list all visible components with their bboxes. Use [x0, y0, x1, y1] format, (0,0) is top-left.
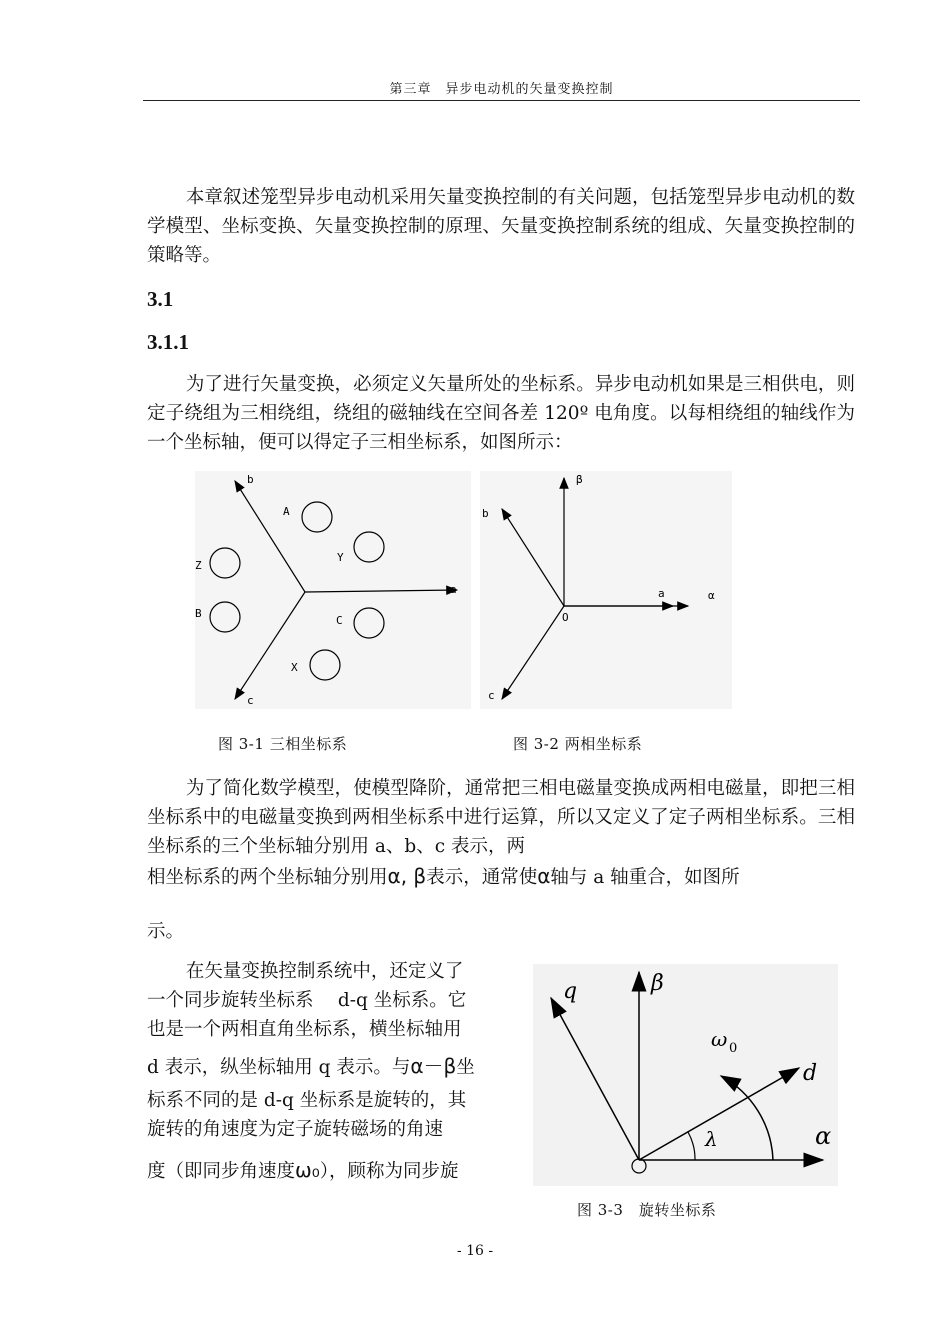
winding-Y	[354, 532, 384, 562]
label-a: a	[450, 583, 457, 596]
svg-text:ω: ω	[711, 1027, 728, 1051]
angle-arc	[688, 1132, 695, 1160]
figure-three-phase-coords	[195, 471, 471, 709]
axis-q	[551, 998, 639, 1160]
section-heading-3-1-1: 3.1.1	[147, 330, 189, 354]
svg-text:O: O	[562, 611, 569, 624]
svg-text:Z: Z	[195, 559, 202, 572]
two-phase-paragraph-line: 相坐标系的两个坐标轴分别用α, β表示，通常使α轴与 a 轴重合，如图所	[147, 864, 740, 888]
symbol-alpha: α	[537, 864, 551, 888]
svg-text:λ: λ	[705, 1127, 718, 1151]
axis-c	[502, 606, 564, 699]
label-b: b	[247, 473, 254, 486]
svg-text:α: α	[815, 1122, 832, 1150]
axis-b	[235, 481, 305, 592]
axis-d	[639, 1068, 799, 1160]
intro-paragraph: 本章叙述笼型异步电动机采用矢量变换控制的有关问题，包括笼型异步电动机的数学模型、坐标变换、矢量变换控制的原理、矢量变换控制系统的组成、矢量变换控制的策略等。	[147, 187, 855, 266]
two-phase-paragraph: 为了简化数学模型，使模型降阶，通常把三相电磁量变换成两相电磁量，即把三相坐标系中的电磁量变换到两相坐标系中进行运算，所以又定义了定子两相坐标系。三相坐标系的三个坐标轴分别用 a、b、c 表示，两	[147, 778, 855, 857]
section-heading-3-1: 3.1	[147, 287, 174, 311]
winding-B	[210, 602, 240, 632]
axis-b	[502, 509, 564, 606]
svg-text:β: β	[651, 971, 664, 996]
svg-text:X: X	[291, 661, 298, 674]
svg-text:0: 0	[729, 1041, 738, 1056]
symbol-omega0: ω₀	[295, 1158, 320, 1182]
svg-text:β: β	[576, 473, 583, 486]
svg-text:c: c	[488, 689, 495, 702]
symbol-alpha-minus-beta: α－β	[410, 1054, 457, 1078]
svg-text:d: d	[803, 1061, 818, 1086]
rotation-arc	[721, 1076, 773, 1160]
svg-text:a: a	[658, 587, 665, 600]
caption-fig-3-3: 图 3-3 旋转坐标系	[577, 1201, 717, 1219]
winding-X	[310, 650, 340, 680]
winding-C	[354, 608, 384, 638]
svg-text:B: B	[195, 607, 202, 620]
axis-c	[235, 592, 305, 699]
dq-paragraph: 在矢量变换控制系统中，还定义了 一个同步旋转坐标系 d-q 坐标系。它 也是一个两相直角坐标系，横坐标轴用 d 表示，纵坐标轴用 q 表示。与α－β坐 标系不同的是 d-q 坐标系是旋转的，其 旋转的角速度为定子旋转磁场的角速 度（即同步角速度ω₀），顾称为同步旋	[147, 961, 475, 1182]
axis-a	[305, 590, 457, 592]
svg-text:q: q	[563, 979, 578, 1004]
page-number: - 16 -	[456, 1243, 494, 1259]
svg-text:α: α	[708, 589, 715, 602]
svg-text:Y: Y	[337, 551, 344, 564]
symbol-alpha-beta: α, β	[387, 864, 427, 888]
winding-Z	[210, 548, 240, 578]
svg-text:A: A	[283, 505, 290, 518]
coordinate-paragraph: 为了进行矢量变换，必须定义矢量所处的坐标系。异步电动机如果是三相供电，则定子绕组为三相绕组，绕组的磁轴线在空间各差 120º 电角度。以每相绕组的轴线作为一个坐标轴，便可以得定子三相坐标系，如图所示：	[147, 374, 855, 453]
header-rule	[143, 100, 860, 101]
two-phase-paragraph-end: 示。	[147, 921, 185, 942]
running-header: 第三章 异步电动机的矢量变换控制	[389, 82, 614, 97]
label-c: c	[247, 694, 254, 707]
caption-fig-3-2: 图 3-2 两相坐标系	[513, 735, 643, 753]
svg-text:b: b	[482, 507, 489, 520]
figure-rotating-coords	[533, 964, 838, 1186]
figure-two-phase-coords	[480, 471, 732, 709]
svg-text:C: C	[336, 614, 343, 627]
winding-A	[302, 502, 332, 532]
caption-fig-3-1: 图 3-1 三相坐标系	[218, 735, 348, 753]
